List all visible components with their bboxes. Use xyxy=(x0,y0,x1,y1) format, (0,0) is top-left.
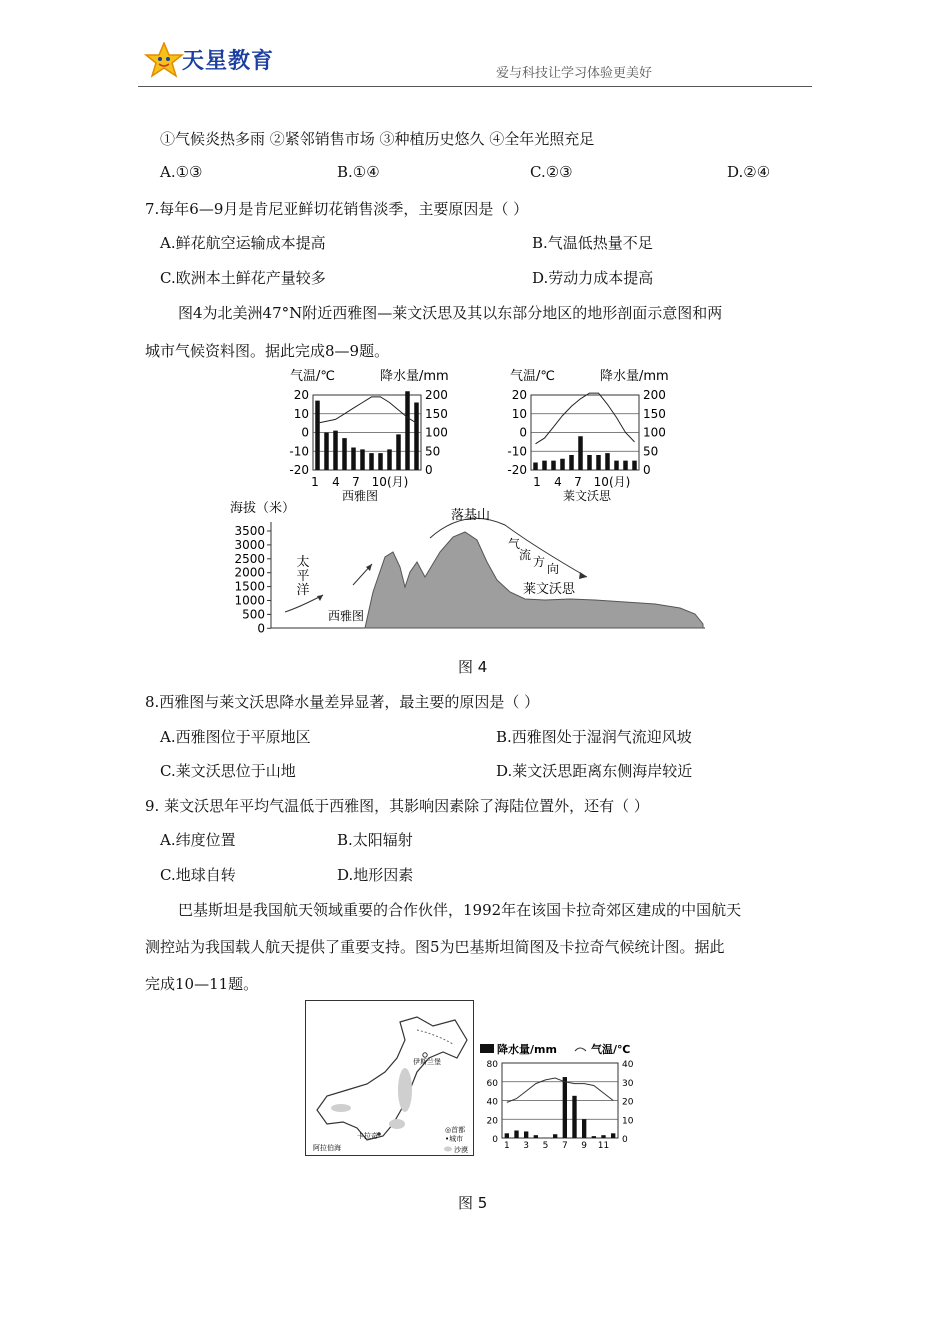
lea-precip-bar xyxy=(623,461,628,470)
q8-option-a: A.西雅图位于平原地区 xyxy=(160,728,311,746)
sea-precip-bar xyxy=(414,403,419,471)
terrain-profile xyxy=(230,500,705,635)
leavenworth-month-tick: 4 xyxy=(554,475,562,489)
capital-label: 伊斯兰堡 xyxy=(413,1058,441,1066)
terrain-profile-shape xyxy=(365,532,703,628)
seattle-temp-tick: 20 xyxy=(293,388,309,402)
seattle-precip-tick: 50 xyxy=(425,444,441,459)
karachi-climate-chart xyxy=(480,1042,634,1151)
lea-precip-bar xyxy=(560,459,565,470)
leavenworth-temp-tick: -20 xyxy=(507,463,527,477)
header-slogan: 爱与科技让学习体验更美好 xyxy=(495,66,652,81)
kar-precip-bar xyxy=(534,1135,538,1138)
leavenworth-temp-tick: -10 xyxy=(507,444,527,459)
lea-precip-bar xyxy=(587,455,592,470)
karachi-precip-tick: 80 xyxy=(486,1060,498,1070)
sea-precip-bar xyxy=(324,433,329,471)
karachi-temp-tick: 10 xyxy=(622,1116,634,1127)
q8-option-d: D.莱文沃思距离东侧海岸较近 xyxy=(496,762,693,780)
karachi-temp-tick: 30 xyxy=(622,1078,634,1089)
lea-precip-bar xyxy=(578,436,583,470)
airflow-char: 方 xyxy=(533,555,546,569)
sea-precip-bar xyxy=(351,448,356,471)
pakistan-map xyxy=(306,1001,474,1156)
elevation-tick-label: 2000 xyxy=(234,565,265,580)
seattle-month-tick: 7 xyxy=(352,475,360,489)
sea-precip-bar xyxy=(405,391,410,470)
leavenworth-precip-tick: 100 xyxy=(643,425,666,440)
seattle-month-tick: 10(月) xyxy=(371,475,409,489)
q6-option-d: D.②④ xyxy=(727,163,771,181)
temp-legend: 气温/℃ xyxy=(591,1043,631,1056)
karachi-temp-tick: 40 xyxy=(622,1060,634,1070)
karachi-label: 卡拉奇 xyxy=(357,1132,378,1140)
intro4-line1: 图4为北美洲47°N附近西雅图—莱文沃思及其以东部分地区的地形剖面示意图和两 xyxy=(178,304,723,322)
sea-precip-bar xyxy=(342,438,347,470)
karachi-month-tick: 5 xyxy=(542,1141,549,1151)
karachi-precip-tick: 0 xyxy=(492,1135,498,1145)
pacific-char: 太 xyxy=(296,555,310,570)
kar-precip-bar xyxy=(601,1135,605,1138)
lea-precip-bar xyxy=(632,461,637,470)
karachi-month-tick: 9 xyxy=(581,1141,588,1151)
seattle-temp-tick: 10 xyxy=(293,406,309,421)
karachi-precip-tick: 60 xyxy=(486,1078,498,1089)
intro5-line2: 测控站为我国载人航天提供了重要支持。图5为巴基斯坦简图及卡拉奇气候统计图。据此 xyxy=(145,938,725,956)
rocky-mountains-label: 落基山 xyxy=(451,508,491,523)
profile-y-axis-label: 海拔（米） xyxy=(230,501,296,516)
karachi-month-tick: 7 xyxy=(561,1141,568,1151)
leavenworth-month-tick: 1 xyxy=(533,475,541,489)
q6-choices: ①气候炎热多雨 ②紧邻销售市场 ③种植历史悠久 ④全年光照充足 xyxy=(160,130,595,148)
sea-precip-bar xyxy=(387,449,392,470)
karachi-precip-tick: 40 xyxy=(486,1097,498,1108)
desert-area xyxy=(398,1068,412,1112)
elevation-tick-label: 500 xyxy=(242,607,265,622)
pacific-char: 平 xyxy=(296,569,310,584)
intro5-line3: 完成10—11题。 xyxy=(145,975,259,993)
sea-precip-bar xyxy=(315,401,320,470)
seattle-precip-tick: 150 xyxy=(425,406,448,421)
q7-option-b: B.气温低热量不足 xyxy=(532,234,653,252)
seattle-temp-tick: 0 xyxy=(301,425,309,440)
q8-option-b: B.西雅图处于湿润气流迎风坡 xyxy=(496,728,692,746)
intro5-line1: 巴基斯坦是我国航天领域重要的合作伙伴，1992年在该国卡拉奇郊区建成的中国航天 xyxy=(178,901,742,919)
q7-option-c: C.欧洲本土鲜花产量较多 xyxy=(160,269,326,287)
seattle-temperature-line xyxy=(318,397,417,423)
lea-precip-bar xyxy=(551,461,556,470)
leavenworth-climate-chart xyxy=(507,368,668,503)
karachi-temp-tick: 0 xyxy=(622,1135,628,1145)
seattle-precip-tick: 200 xyxy=(425,388,448,402)
airflow-char: 流 xyxy=(519,548,532,562)
leavenworth-precip-tick: 0 xyxy=(643,463,651,477)
figure4 xyxy=(225,362,725,637)
q6-option-a: A.①③ xyxy=(160,163,203,181)
seattle-precip-axis-label: 降水量/mm xyxy=(380,369,449,384)
leavenworth-precip-axis-label: 降水量/mm xyxy=(600,369,669,384)
kar-precip-bar xyxy=(514,1131,518,1139)
seattle-temp-axis-label: 气温/℃ xyxy=(290,369,335,384)
temp-legend-swatch xyxy=(575,1048,586,1051)
sea-precip-bar xyxy=(396,434,401,470)
karachi-month-tick: 1 xyxy=(503,1141,510,1151)
karachi-temp-tick: 20 xyxy=(622,1097,634,1108)
q9-option-a: A.纬度位置 xyxy=(160,831,236,849)
leavenworth-profile-label: 莱文沃思 xyxy=(523,582,576,597)
karachi-month-tick: 11 xyxy=(597,1141,610,1151)
kar-precip-bar xyxy=(553,1134,557,1138)
elevation-tick-label: 1500 xyxy=(234,579,265,594)
legend-city: •城市 xyxy=(445,1135,464,1143)
leavenworth-temp-tick: 20 xyxy=(511,388,527,402)
elevation-tick-label: 2500 xyxy=(234,551,265,566)
seattle-precip-tick: 0 xyxy=(425,463,433,477)
q8-option-c: C.莱文沃思位于山地 xyxy=(160,762,296,780)
lea-precip-bar xyxy=(533,463,538,471)
q9-option-d: D.地形因素 xyxy=(337,866,414,884)
seattle-month-tick: 4 xyxy=(332,475,340,489)
kar-precip-bar xyxy=(611,1133,615,1138)
leavenworth-temp-tick: 0 xyxy=(519,425,527,440)
leavenworth-precip-tick: 200 xyxy=(643,388,666,402)
seattle-climate-chart xyxy=(289,368,448,503)
arabian-sea-label: 阿拉伯海 xyxy=(313,1144,341,1152)
q7-option-d: D.劳动力成本提高 xyxy=(532,269,654,287)
leavenworth-temperature-line xyxy=(536,393,635,444)
q9-option-b: B.太阳辐射 xyxy=(337,831,413,849)
precip-legend-swatch xyxy=(480,1044,494,1053)
kar-precip-bar xyxy=(592,1136,596,1138)
lea-precip-bar xyxy=(542,461,547,470)
sea-precip-bar xyxy=(333,431,338,470)
pacific-char: 洋 xyxy=(296,583,310,598)
q6-option-b: B.①④ xyxy=(337,163,380,181)
q7-stem: 7.每年6—9月是肯尼亚鲜切花销售淡季，主要原因是（ ） xyxy=(145,200,529,218)
intro4-line2: 城市气候资料图。据此完成8—9题。 xyxy=(145,342,390,360)
q9-stem: 9. 莱文沃思年平均气温低于西雅图，其影响因素除了海陆位置外，还有（ ） xyxy=(145,797,649,815)
desert-area xyxy=(389,1119,405,1129)
karachi-month-tick: 3 xyxy=(523,1141,530,1151)
seattle-month-tick: 1 xyxy=(311,475,319,489)
q6-option-c: C.②③ xyxy=(530,163,573,181)
leavenworth-month-tick: 10(月) xyxy=(593,475,631,489)
q9-option-c: C.地球自转 xyxy=(160,866,236,884)
elevation-tick-label: 3500 xyxy=(234,524,265,538)
kar-precip-bar xyxy=(582,1119,586,1138)
lea-precip-bar xyxy=(596,455,601,470)
elevation-tick-label: 1000 xyxy=(234,593,265,608)
sea-precip-bar xyxy=(378,453,383,470)
q8-stem: 8.西雅图与莱文沃思降水量差异显著，最主要的原因是（ ） xyxy=(145,693,540,711)
seattle-profile-label: 西雅图 xyxy=(328,609,365,623)
kar-precip-bar xyxy=(505,1133,509,1138)
elevation-tick-label: 3000 xyxy=(234,537,265,552)
figure5 xyxy=(305,1000,645,1160)
leavenworth-precip-tick: 150 xyxy=(643,406,666,421)
page-header xyxy=(138,40,812,87)
sea-precip-bar xyxy=(369,453,374,470)
lea-precip-bar xyxy=(614,461,619,470)
seattle-caption: 西雅图 xyxy=(341,489,379,503)
kar-precip-bar xyxy=(524,1131,528,1138)
precip-legend: 降水量/mm xyxy=(497,1043,557,1056)
elevation-tick-label: 0 xyxy=(257,621,265,636)
figure4-label: 图 4 xyxy=(458,658,488,676)
karachi-precip-tick: 20 xyxy=(486,1116,498,1127)
leavenworth-precip-tick: 50 xyxy=(643,444,659,459)
airflow-char: 向 xyxy=(547,562,560,576)
airflow-char: 气 xyxy=(508,537,521,551)
seattle-precip-tick: 100 xyxy=(425,425,448,440)
figure5-label: 图 5 xyxy=(458,1194,488,1212)
leavenworth-temp-axis-label: 气温/℃ xyxy=(510,369,555,384)
leavenworth-caption: 莱文沃思 xyxy=(562,489,612,503)
seattle-temp-tick: -10 xyxy=(289,444,309,459)
q7-option-a: A.鲜花航空运输成本提高 xyxy=(160,234,326,252)
brand-name: 天星教育 xyxy=(182,49,275,74)
leavenworth-temp-tick: 10 xyxy=(511,406,527,421)
lea-precip-bar xyxy=(605,453,610,470)
seattle-temp-tick: -20 xyxy=(289,463,309,477)
desert-area xyxy=(331,1104,351,1112)
kar-precip-bar xyxy=(572,1096,576,1138)
kar-precip-bar xyxy=(563,1077,567,1138)
lea-precip-bar xyxy=(569,455,574,470)
legend-capital: ◎首都 xyxy=(445,1126,466,1134)
leavenworth-month-tick: 7 xyxy=(574,475,582,489)
sea-precip-bar xyxy=(360,449,365,470)
legend-desert: 沙漠 xyxy=(454,1146,468,1154)
